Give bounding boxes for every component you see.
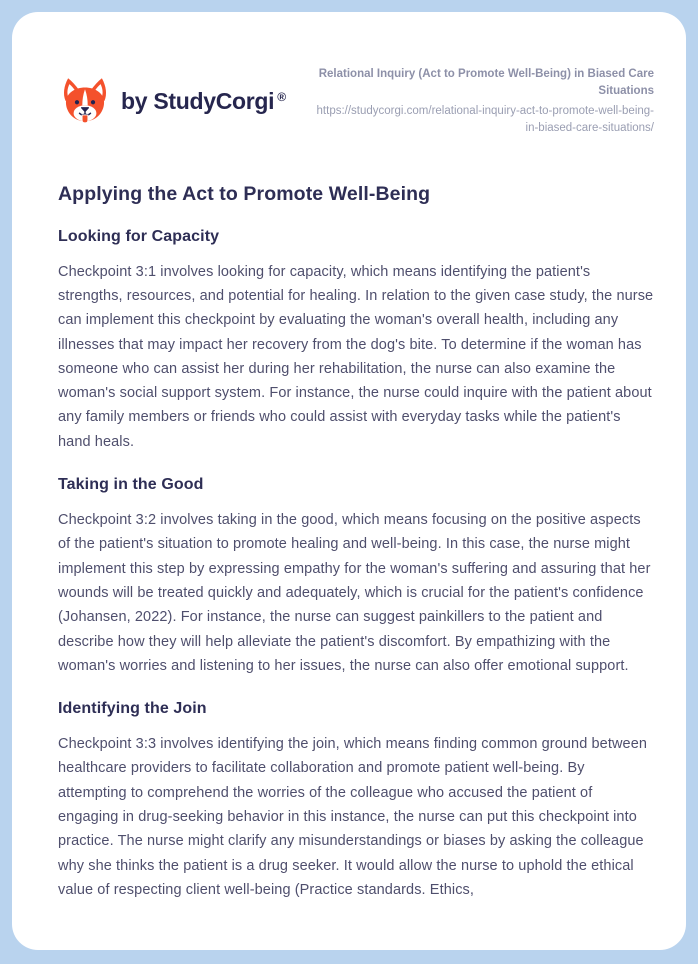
corgi-icon [58, 72, 112, 130]
studycorgi-logo[interactable] [58, 72, 286, 130]
article-title: Applying the Act to Promote Well-Being [58, 182, 431, 205]
registered-trademark: ® [277, 89, 286, 104]
section-heading: Taking in the Good [58, 476, 204, 494]
section-heading: Identifying the Join [58, 700, 207, 718]
brand-text: by StudyCorgi ® [121, 87, 286, 114]
section-taking-in-the-good [58, 476, 654, 678]
section-paragraph: Checkpoint 3:2 involves taking in the good, which means focusing on the positive aspects of the patient's situation to promote healing and well-being. In this case, the nurse might implement this step by expressing empathy for the woman's suffering and assuring that her wounds will be treated quickly and adequately, which is crucial for the patient's confidence (Johansen, 2022). For instance, the nurse can suggest painkillers to the patient and describe how they will help alleviate the patient's discomfort. By empathizing with the woman's worries and listening to her issues, the nurse can also offer emotional support. [58, 512, 651, 674]
section-paragraph: Checkpoint 3:1 involves looking for capacity, which means identifying the patient's strengths, resources, and potential for healing. In relation to the given case study, the nurse can implement this checkpoint by evaluating the woman's overall health, including any illnesses that may impact her recovery from the dog's bite. To determine if the woman has someone who can assist her during her rehabilitation, the nurse can also examine the woman's social support system. For instance, the nurse could inquire with the patient about any family members or friends who could assist with everyday tasks while the patient's hand heals. [58, 263, 654, 450]
document-title: Relational Inquiry (Act to Promote Well-Being) in Biased Care Situations [318, 68, 654, 97]
document-header [58, 66, 654, 137]
section-identifying-the-join [58, 700, 654, 902]
document-card [12, 12, 686, 950]
document-url-link[interactable]: https://studycorgi.com/relational-inquiry-act-to-promote-well-being-in-biased-care-situations/ [316, 105, 654, 135]
article-content [58, 183, 654, 903]
document-meta [308, 66, 654, 137]
section-paragraph: Checkpoint 3:3 involves identifying the join, which means finding common ground between healthcare providers to facilitate collaboration and promote patient well-being. By attempting to comprehend the worries of the colleague who accused the patient of engaging in drug-seeking behavior in this instance, the nurse can put this checkpoint into practice. The nurse might clarify any misunderstandings or biases by asking the colleague why she thinks the patient is a drug seeker. It would allow the nurse to uphold the ethical value of respecting client well-being (Practice standards. Ethics, [58, 736, 648, 898]
section-heading: Looking for Capacity [58, 227, 220, 245]
section-looking-for-capacity [58, 228, 654, 454]
